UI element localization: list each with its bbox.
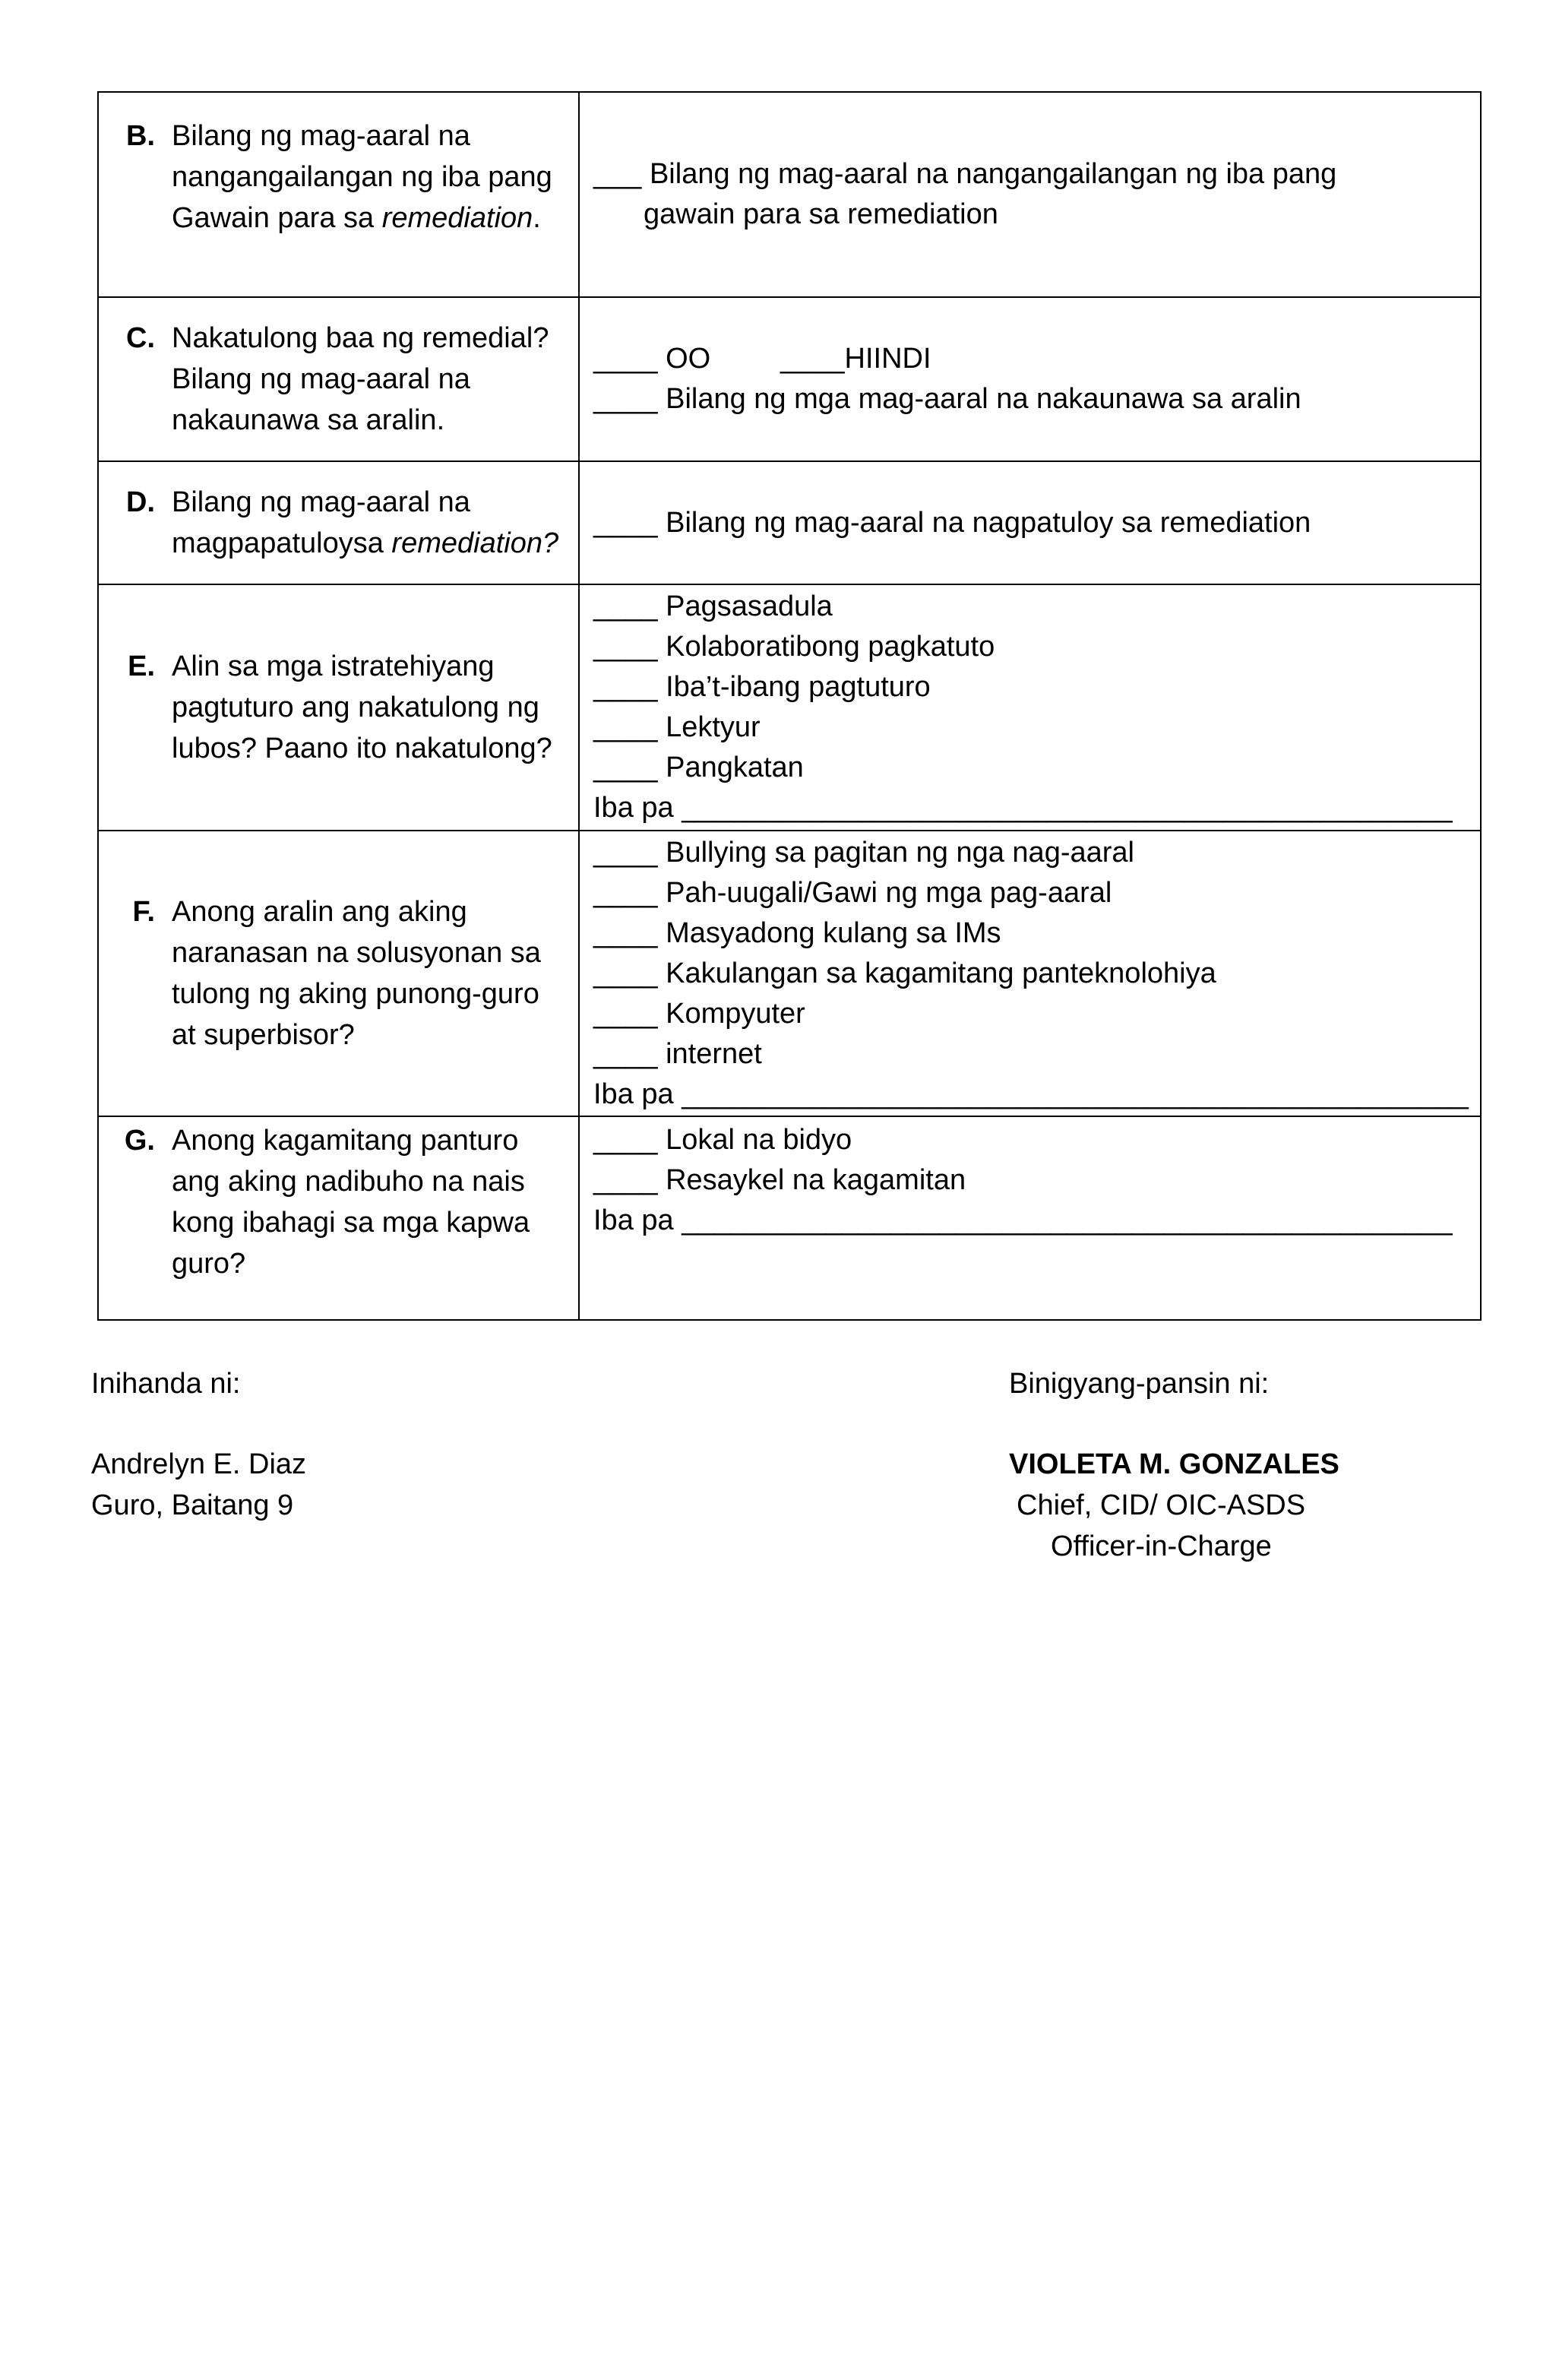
yes-option[interactable]: ____ OO bbox=[593, 343, 711, 375]
question-text: Bilang ng mag-aaral na nangangailangan ng iba pang Gawain para sa remediation. bbox=[172, 120, 552, 234]
table-row bbox=[98, 831, 1481, 1116]
table-row bbox=[98, 584, 1481, 831]
answer-line[interactable]: Iba pa _________________________________________________ bbox=[593, 1078, 1469, 1110]
noted-by-position: Chief, CID/ OIC-ASDS bbox=[1017, 1489, 1306, 1521]
answer-line[interactable]: ____ Bilang ng mga mag-aaral na nakaunawa sa aralin bbox=[593, 383, 1301, 415]
question-cell bbox=[98, 461, 579, 584]
answer-cell bbox=[579, 1116, 1481, 1320]
question-cell bbox=[98, 584, 579, 831]
answer-cell bbox=[579, 297, 1481, 461]
answer-line[interactable]: Iba pa ________________________________________________ bbox=[593, 792, 1453, 824]
question-cell bbox=[98, 297, 579, 461]
item-letter: E. bbox=[128, 650, 155, 682]
answer-line[interactable]: ____ Pagsasadula bbox=[593, 590, 833, 622]
question-text: Nakatulong baa ng remedial? Bilang ng mag-aaral na nakaunawa sa aralin. bbox=[172, 322, 549, 436]
item-letter: B. bbox=[126, 120, 155, 152]
reflection-table bbox=[97, 91, 1482, 1321]
answer-line[interactable]: ____ internet bbox=[593, 1037, 762, 1070]
table-row bbox=[98, 1116, 1481, 1320]
no-option[interactable]: ____HIINDI bbox=[780, 343, 931, 375]
table-row bbox=[98, 92, 1481, 297]
answer-line[interactable]: ____ Bullying sa pagitan ng nga nag-aaral bbox=[593, 836, 1134, 869]
question-text: Alin sa mga istratehiyang pagtuturo ang nakatulong ng lubos? Paano ito nakatulong? bbox=[172, 650, 552, 764]
answer-cell bbox=[579, 831, 1481, 1116]
answer-line[interactable]: ____ Resaykel na kagamitan bbox=[593, 1164, 966, 1196]
table-row bbox=[98, 297, 1481, 461]
answer-line[interactable]: Iba pa ________________________________________________ bbox=[593, 1204, 1453, 1236]
item-letter: G. bbox=[124, 1125, 155, 1157]
answer-line[interactable]: ____ Pangkatan bbox=[593, 752, 804, 783]
question-text: Bilang ng mag-aaral na magpapatuloysa remediation? bbox=[172, 486, 559, 559]
question-cell bbox=[98, 831, 579, 1116]
noted-by-label: Binigyang-pansin ni: bbox=[1009, 1368, 1270, 1400]
answer-line[interactable]: ____ Kolaboratibong pagkatuto bbox=[593, 631, 995, 663]
answer-line[interactable]: ____ Pah-uugali/Gawi ng mga pag-aaral bbox=[593, 876, 1112, 909]
item-letter: C. bbox=[126, 322, 155, 354]
answer-line bbox=[593, 339, 1480, 379]
item-letter: D. bbox=[126, 486, 155, 518]
table-row bbox=[98, 461, 1481, 584]
question-text: Anong aralin ang aking naranasan na solusyonan sa tulong ng aking punong-guro at superbisor? bbox=[172, 896, 541, 1051]
answer-line[interactable]: ____ Bilang ng mag-aaral na nagpatuloy sa remediation bbox=[593, 506, 1311, 539]
question-cell bbox=[98, 1116, 579, 1320]
answer-line[interactable]: ___ Bilang ng mag-aaral na nangangailangan ng iba pang bbox=[593, 158, 1337, 190]
question-text: Anong kagamitang panturo ang aking nadibuho na nais kong ibahagi sa mga kapwa guro? bbox=[172, 1125, 530, 1280]
answer-line[interactable]: ____ Masyadong kulang sa IMs bbox=[593, 916, 1001, 949]
answer-line[interactable]: ____ Kakulangan sa kagamitang panteknolohiya bbox=[593, 957, 1216, 989]
answer-line[interactable]: ____ Lektyur bbox=[593, 711, 761, 743]
question-italic: remediation? bbox=[391, 527, 559, 559]
noted-by-position-2: Officer-in-Charge bbox=[1051, 1530, 1272, 1562]
answer-line[interactable]: ____ Kompyuter bbox=[593, 997, 805, 1030]
answer-line[interactable]: ____ Iba’t-ibang pagtuturo bbox=[593, 671, 931, 703]
prepared-by-name: Andrelyn E. Diaz bbox=[91, 1448, 307, 1480]
question-italic: remediation bbox=[381, 202, 533, 234]
noted-by-name: VIOLETA M. GONZALES bbox=[1009, 1448, 1339, 1480]
item-letter: F. bbox=[132, 896, 155, 928]
answer-cell bbox=[579, 461, 1481, 584]
answer-cell bbox=[579, 92, 1481, 297]
answer-line: gawain para sa remediation bbox=[644, 198, 998, 230]
answer-line[interactable]: ____ Lokal na bidyo bbox=[593, 1124, 852, 1156]
answer-cell bbox=[579, 584, 1481, 831]
prepared-by-position: Guro, Baitang 9 bbox=[91, 1489, 294, 1521]
question-cell bbox=[98, 92, 579, 297]
prepared-by-label: Inihanda ni: bbox=[91, 1368, 241, 1400]
